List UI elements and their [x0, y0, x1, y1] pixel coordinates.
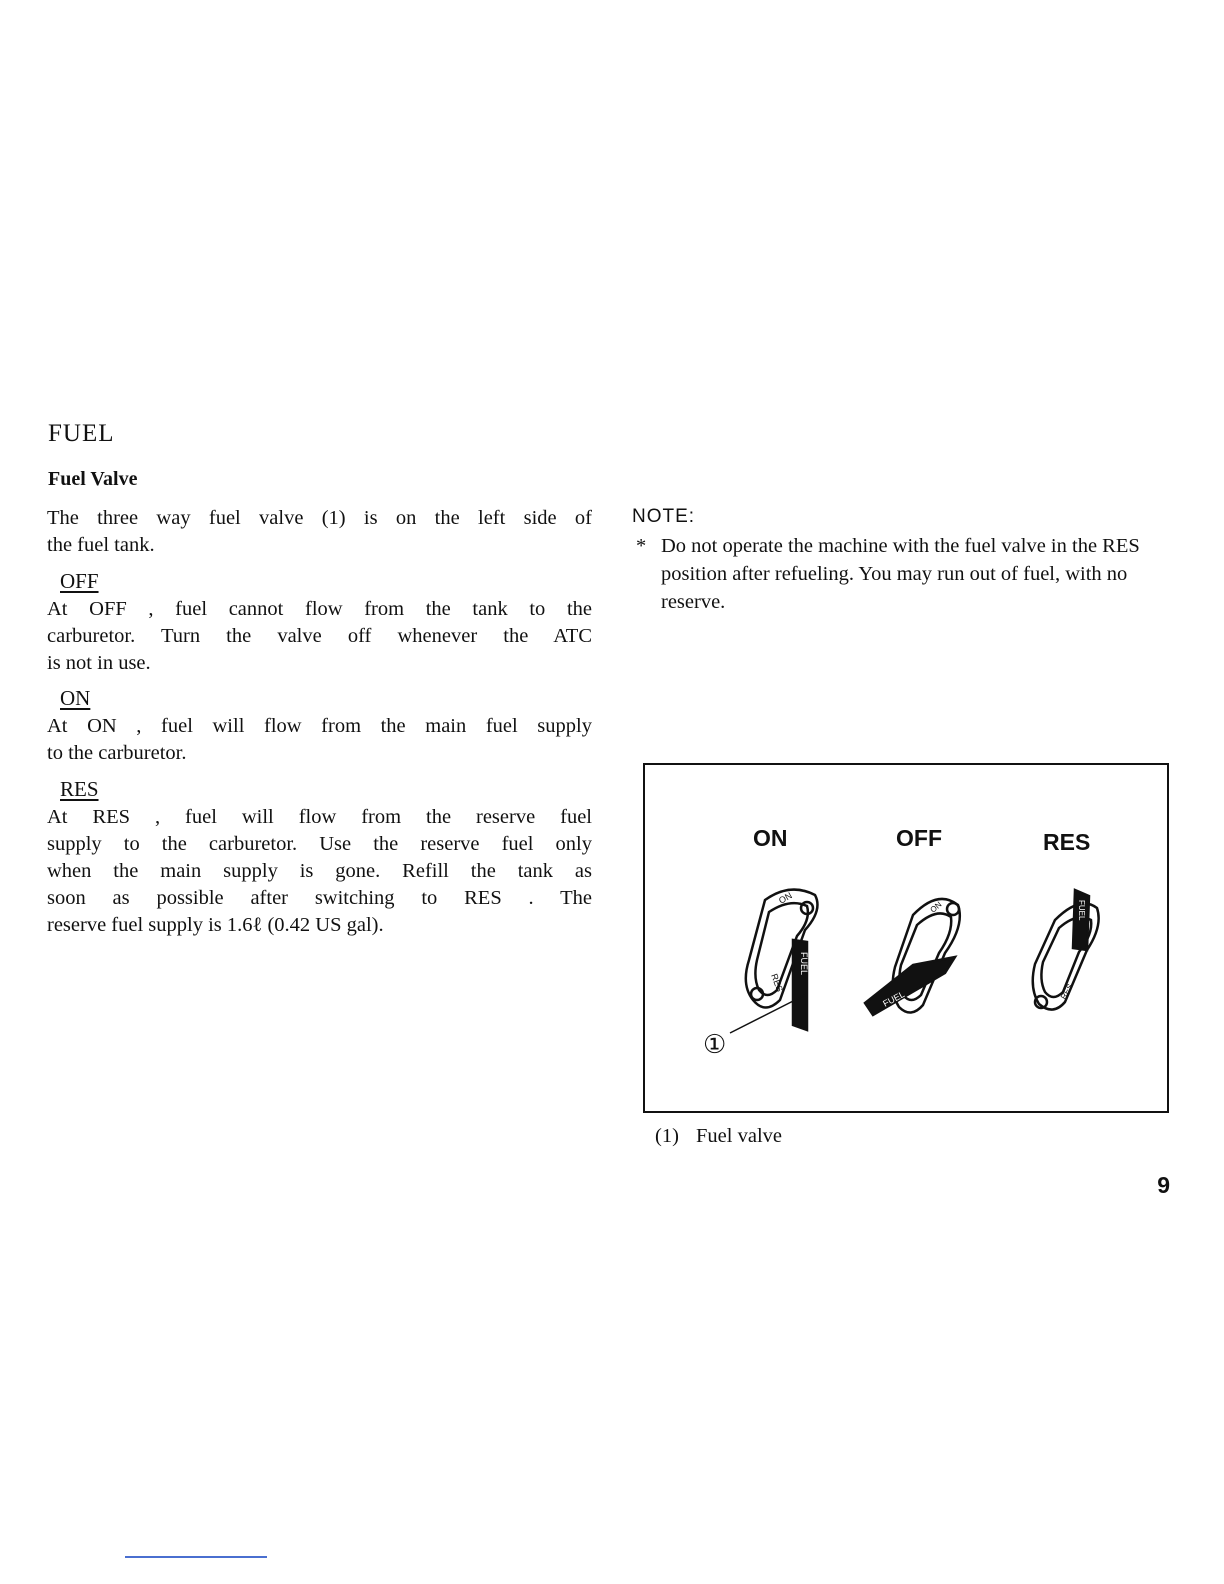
valve-on-illustration	[746, 890, 818, 1030]
valve-off-lever-text: FUEL	[881, 989, 907, 1009]
figure-label-off: OFF	[896, 825, 942, 851]
bottom-rule	[125, 1556, 267, 1558]
section-title: FUEL	[48, 420, 115, 447]
fuel-valve-figure	[643, 763, 1169, 1113]
res-paragraph	[47, 804, 592, 939]
on-line-2: to the carburetor.	[47, 742, 187, 764]
page-number: 9	[1157, 1172, 1170, 1198]
callout-number: ①	[703, 1030, 727, 1060]
on-heading: ON	[60, 686, 91, 710]
off-line-2: carburetor. Turn the valve off whenever the ATC	[47, 625, 592, 647]
intro-line-1: The three way fuel valve (1) is on the left side of	[47, 507, 592, 529]
valve-on-mark-res: RES	[769, 972, 785, 994]
res-line-1: At RES , fuel will flow from the reserve fuel	[47, 806, 592, 828]
valve-res-lever-text: FUEL	[1077, 900, 1086, 921]
figure-caption	[655, 1125, 782, 1148]
figure-label-on: ON	[753, 825, 788, 851]
valve-on-mark-on: ON	[777, 890, 794, 906]
valve-res-illustration	[1033, 890, 1099, 1010]
valve-res-mark-res: RES	[1058, 982, 1075, 1001]
note-bullet: *	[636, 535, 647, 557]
valve-on-lever-text: FUEL	[799, 952, 809, 976]
intro-paragraph	[47, 505, 592, 559]
note-text: Do not operate the machine with the fuel valve in the RES position after refueling. You may run out of fuel, with no reserve.	[661, 535, 1140, 613]
subsection-title: Fuel Valve	[48, 468, 138, 490]
off-heading: OFF	[60, 569, 99, 593]
figure-label-res: RES	[1043, 829, 1091, 855]
on-paragraph	[47, 713, 592, 767]
on-line-1: At ON , fuel will flow from the main fuel supply	[47, 715, 592, 737]
res-heading: RES	[60, 777, 99, 801]
caption-number: (1)	[655, 1125, 679, 1147]
res-line-3: when the main supply is gone. Refill the tank as	[47, 860, 592, 882]
valve-off-mark-on: ON	[928, 899, 944, 915]
valve-off-illustration	[865, 899, 960, 1015]
off-paragraph	[47, 596, 592, 677]
res-line-5: reserve fuel supply is 1.6ℓ (0.42 US gal).	[47, 914, 384, 936]
caption-text: Fuel valve	[696, 1125, 782, 1147]
res-line-4: soon as possible after switching to RES . The	[47, 887, 592, 909]
off-line-1: At OFF , fuel cannot flow from the tank to the	[47, 598, 592, 620]
note-label: NOTE:	[632, 506, 696, 527]
res-line-2: supply to the carburetor. Use the reserve fuel only	[47, 833, 592, 855]
intro-line-2: the fuel tank.	[47, 534, 155, 556]
off-line-3: is not in use.	[47, 652, 151, 674]
